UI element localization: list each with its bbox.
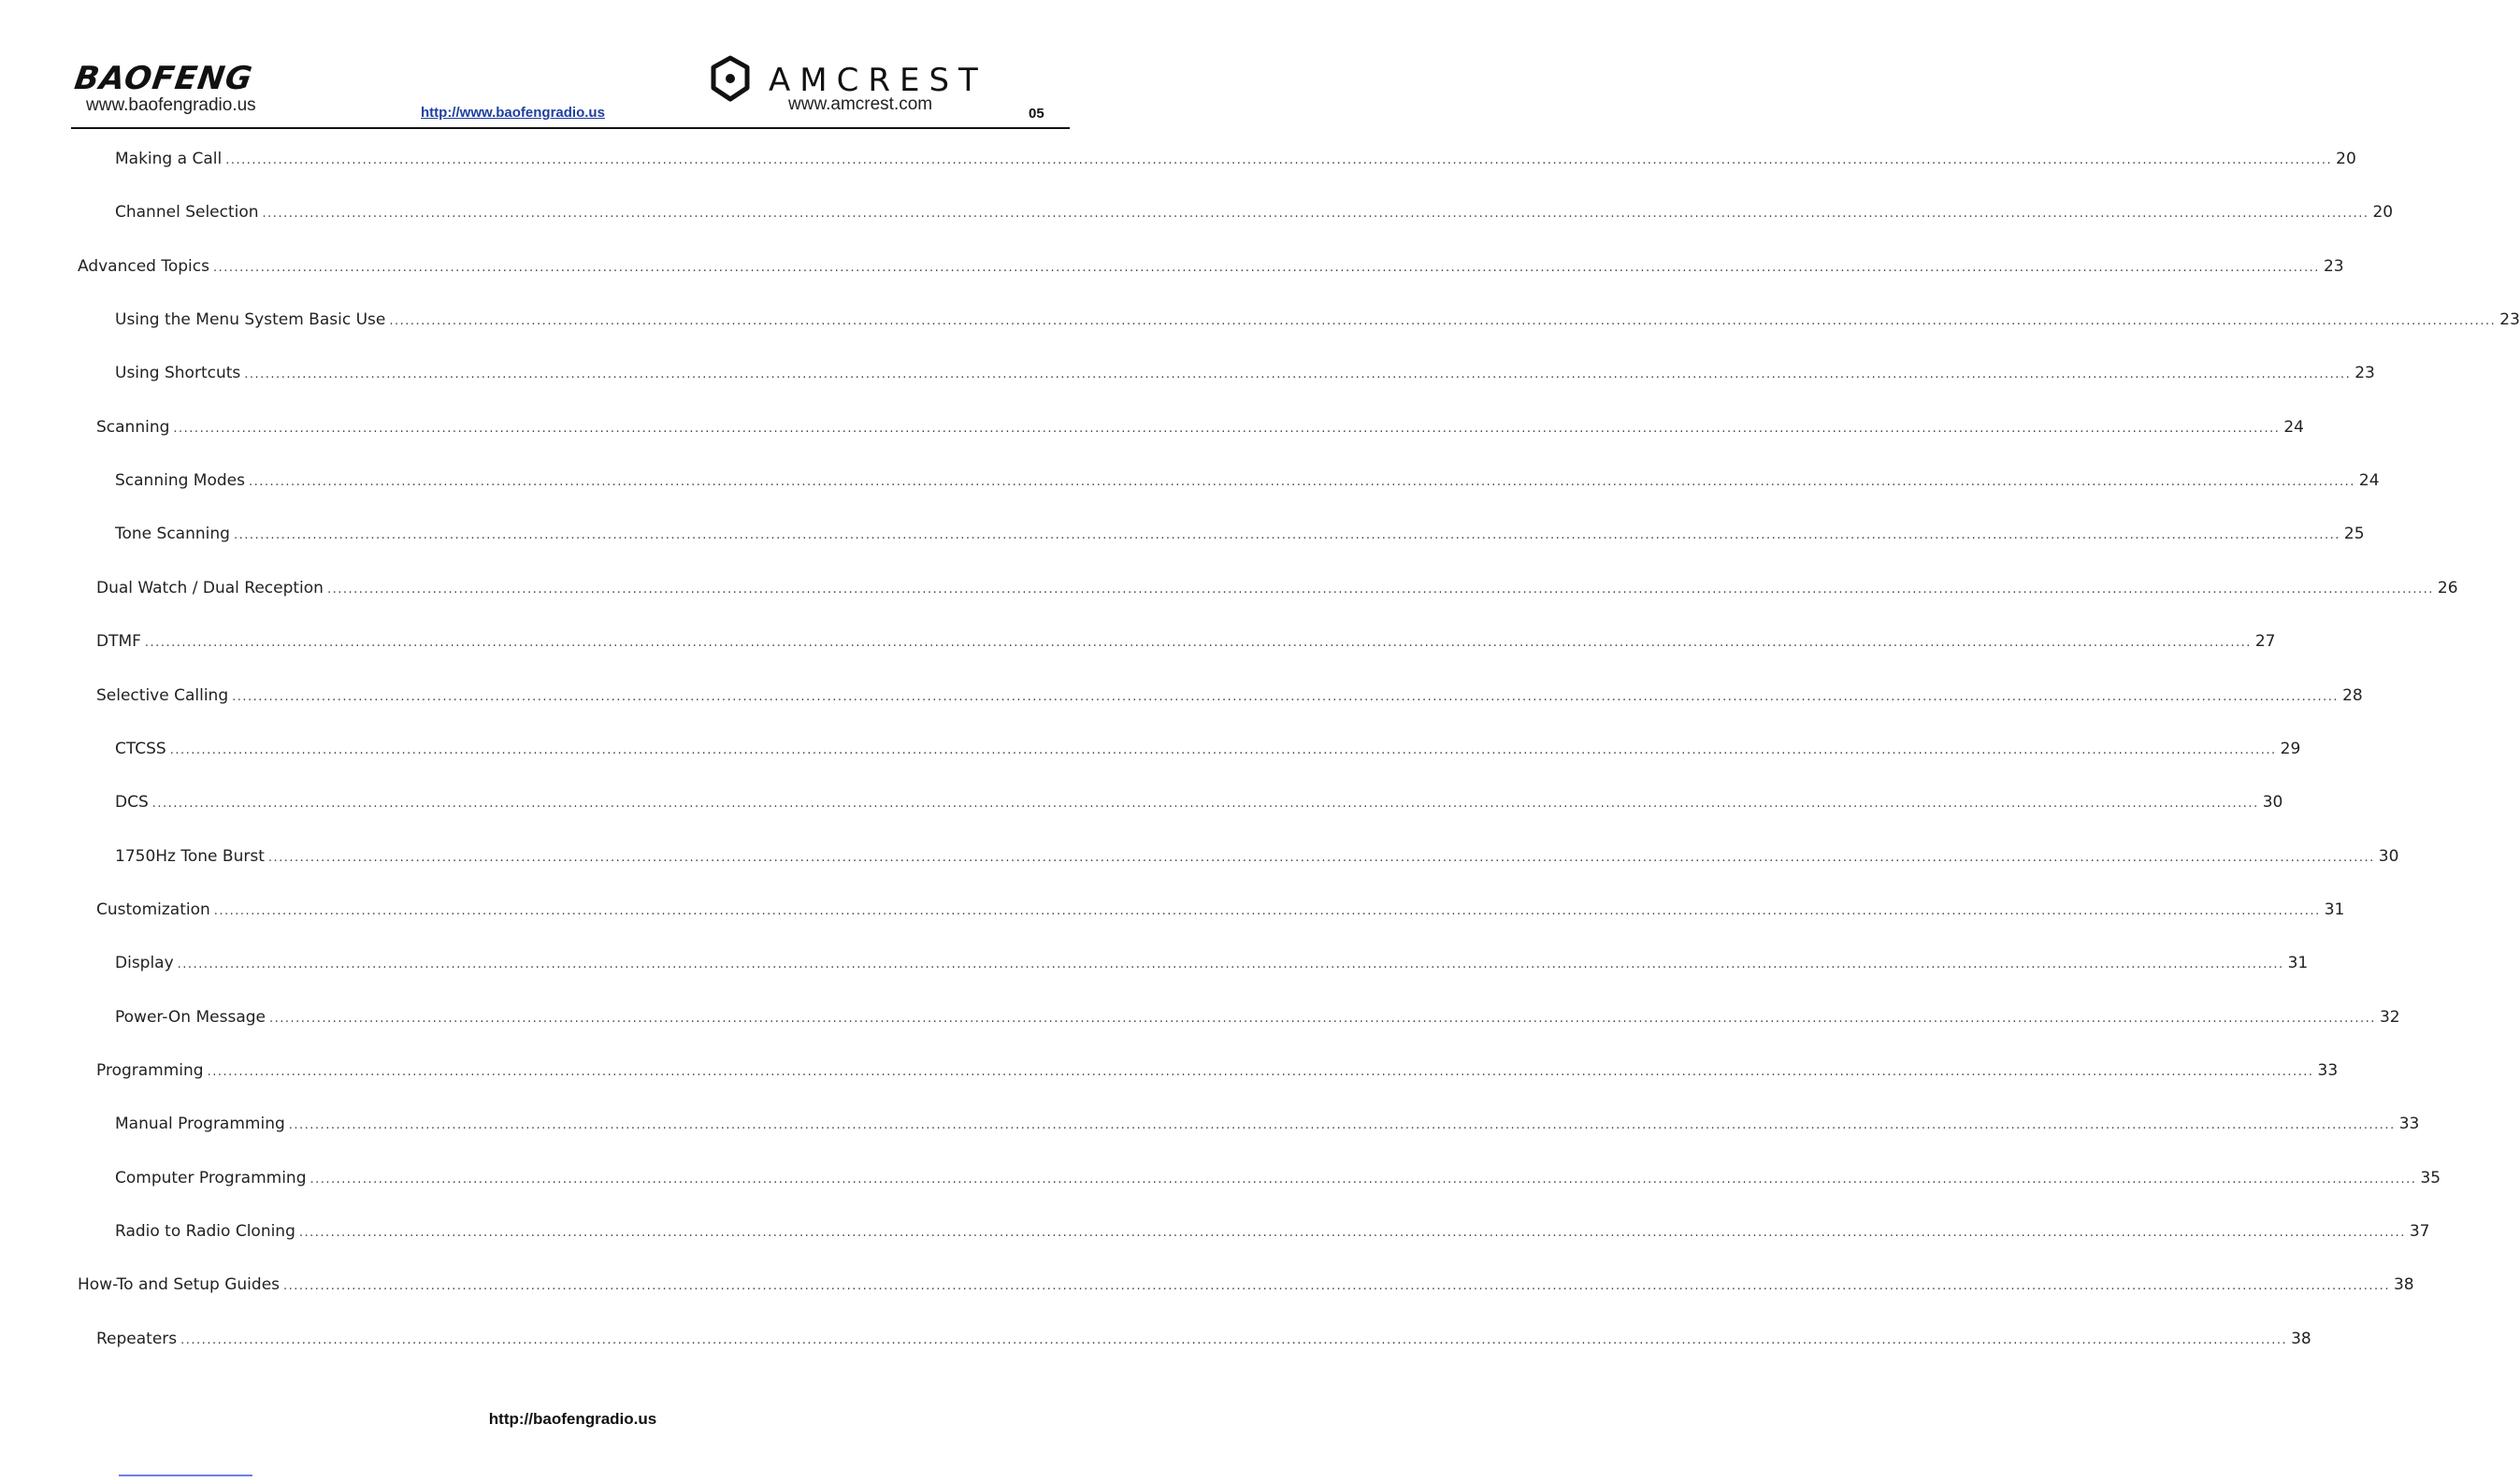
toc-entry-label: DTMF [96,632,141,651]
toc-entry-label: Tone Scanning [115,525,230,543]
toc-entry-label: Using Shortcuts [115,364,241,382]
toc-entry[interactable] [115,954,2309,976]
toc-leader-dots: ................................................................................................................................................................................................................................................................................................................................................................................................................ [288,1118,2396,1132]
toc-entry-label: Power-On Message [115,1008,266,1027]
toc-entry-label: CTCSS [115,740,166,758]
toc-entry-label: Display [115,954,174,972]
toc-entry-page: 33 [2398,1115,2420,1133]
page-header [0,0,1145,131]
toc-leader-dots: ................................................................................................................................................................................................................................................................................................................................................................................................................ [389,314,2497,328]
toc-leader-dots: ................................................................................................................................................................................................................................................................................................................................................................................................................ [262,207,2369,221]
toc-entry-label: 1750Hz Tone Burst [115,847,265,866]
toc-entry[interactable] [78,257,2344,280]
toc-entry-label: Dual Watch / Dual Reception [96,579,324,597]
page-number: 05 [1029,106,1044,122]
toc-leader-dots: ................................................................................................................................................................................................................................................................................................................................................................................................................ [177,957,2284,971]
toc-entry-label: Programming [96,1061,204,1080]
toc-entry[interactable] [115,1169,2441,1191]
bottom-mark [119,1475,252,1476]
toc-entry[interactable] [96,579,2458,601]
toc-leader-dots: ................................................................................................................................................................................................................................................................................................................................................................................................................ [173,422,2281,436]
toc-entry-label: Channel Selection [115,203,259,222]
toc-entry[interactable] [96,686,2363,709]
toc-leader-dots: ................................................................................................................................................................................................................................................................................................................................................................................................................ [283,1279,2390,1293]
toc-entry[interactable] [115,847,2399,870]
toc-entry-page: 29 [2280,740,2301,758]
toc-entry[interactable] [115,471,2380,494]
toc-entry-label: Selective Calling [96,686,229,705]
toc-entry-page: 35 [2420,1169,2441,1187]
toc-entry-page: 25 [2343,525,2365,543]
toc-leader-dots: ................................................................................................................................................................................................................................................................................................................................................................................................................ [151,797,2259,811]
toc-entry-page: 23 [2499,310,2520,329]
toc-entry-label: Manual Programming [115,1115,285,1133]
baofeng-logo: BAOFENG [72,60,255,97]
toc-leader-dots: ................................................................................................................................................................................................................................................................................................................................................................................................................ [225,153,2333,167]
toc-entry-page: 28 [2342,686,2363,705]
toc-entry-page: 31 [2324,900,2345,919]
toc-leader-dots: ................................................................................................................................................................................................................................................................................................................................................................................................................ [248,475,2355,489]
toc-entry[interactable] [115,364,2375,386]
toc-entry-page: 24 [2358,471,2380,490]
toc-leader-dots: ................................................................................................................................................................................................................................................................................................................................................................................................................ [213,261,2320,275]
toc-entry-page: 38 [2393,1275,2414,1294]
toc-entry[interactable] [115,525,2365,547]
toc-entry-page: 30 [2378,847,2399,866]
toc-entry[interactable] [115,310,2520,333]
toc-leader-dots: ................................................................................................................................................................................................................................................................................................................................................................................................................ [244,367,2352,381]
toc-entry[interactable] [96,1330,2311,1352]
toc-leader-dots: ................................................................................................................................................................................................................................................................................................................................................................................................................ [144,636,2252,650]
toc-entry-label: DCS [115,793,149,812]
toc-entry-page: 33 [2317,1061,2339,1080]
toc-entry-page: 31 [2287,954,2309,972]
baofeng-site: www.baofengradio.us [86,95,256,115]
toc-entry-page: 23 [2354,364,2375,382]
toc-leader-dots: ................................................................................................................................................................................................................................................................................................................................................................................................................ [213,904,2321,918]
toc-entry-label: Using the Menu System Basic Use [115,310,386,329]
toc-entry[interactable] [115,1222,2430,1245]
toc-entry-label: How-To and Setup Guides [78,1275,281,1294]
toc-entry-label: Repeaters [96,1330,178,1348]
toc-entry[interactable] [115,740,2301,762]
toc-entry[interactable] [115,203,2394,225]
toc-entry-page: 38 [2291,1330,2311,1348]
toc-entry-page: 26 [2437,579,2458,597]
toc-leader-dots: ................................................................................................................................................................................................................................................................................................................................................................................................................ [267,851,2375,865]
toc-entry[interactable] [96,418,2304,440]
toc-leader-dots: ................................................................................................................................................................................................................................................................................................................................................................................................................ [326,583,2434,597]
toc-entry-label: Making a Call [115,150,223,168]
toc-leader-dots: ................................................................................................................................................................................................................................................................................................................................................................................................................ [298,1226,2406,1240]
toc-entry[interactable] [115,1008,2400,1030]
amcrest-shield-icon [711,56,750,101]
toc-entry-page: 23 [2323,257,2344,276]
toc-entry-label: Scanning Modes [115,471,245,490]
header-rule [71,127,1070,129]
toc-entry-label: Scanning [96,418,170,437]
toc-entry-page: 20 [2372,203,2394,222]
toc-entry[interactable] [96,1061,2339,1084]
toc-leader-dots: ................................................................................................................................................................................................................................................................................................................................................................................................................ [207,1065,2314,1079]
toc-entry[interactable] [96,900,2345,923]
toc-entry-label: Advanced Topics [78,257,209,276]
toc-entry-page: 32 [2379,1008,2400,1027]
toc-entry-page: 20 [2336,150,2356,168]
toc-entry[interactable] [115,150,2356,172]
toc-entry[interactable] [115,1115,2420,1137]
toc-entry[interactable] [78,1275,2414,1298]
toc-leader-dots: ................................................................................................................................................................................................................................................................................................................................................................................................................ [169,743,2277,757]
toc-leader-dots: ................................................................................................................................................................................................................................................................................................................................................................................................................ [310,1173,2417,1187]
amcrest-logo: AMCREST [769,62,987,99]
toc-leader-dots: ................................................................................................................................................................................................................................................................................................................................................................................................................ [232,690,2340,704]
toc-entry[interactable] [96,632,2276,655]
toc-entry-page: 24 [2283,418,2304,437]
footer-link[interactable]: http://baofengradio.us [488,1410,657,1428]
toc-entry[interactable] [115,793,2283,815]
header-link[interactable]: http://www.baofengradio.us [421,105,605,121]
toc-leader-dots: ................................................................................................................................................................................................................................................................................................................................................................................................................ [180,1333,2288,1347]
toc-leader-dots: ................................................................................................................................................................................................................................................................................................................................................................................................................ [233,528,2340,542]
toc-entry-page: 37 [2409,1222,2430,1241]
amcrest-site: www.amcrest.com [788,94,933,114]
toc-entry-label: Customization [96,900,210,919]
toc-entry-page: 30 [2262,793,2283,812]
toc-entry-label: Computer Programming [115,1169,307,1187]
toc-leader-dots: ................................................................................................................................................................................................................................................................................................................................................................................................................ [269,1012,2376,1026]
toc-entry-page: 27 [2254,632,2276,651]
toc-entry-label: Radio to Radio Cloning [115,1222,295,1241]
